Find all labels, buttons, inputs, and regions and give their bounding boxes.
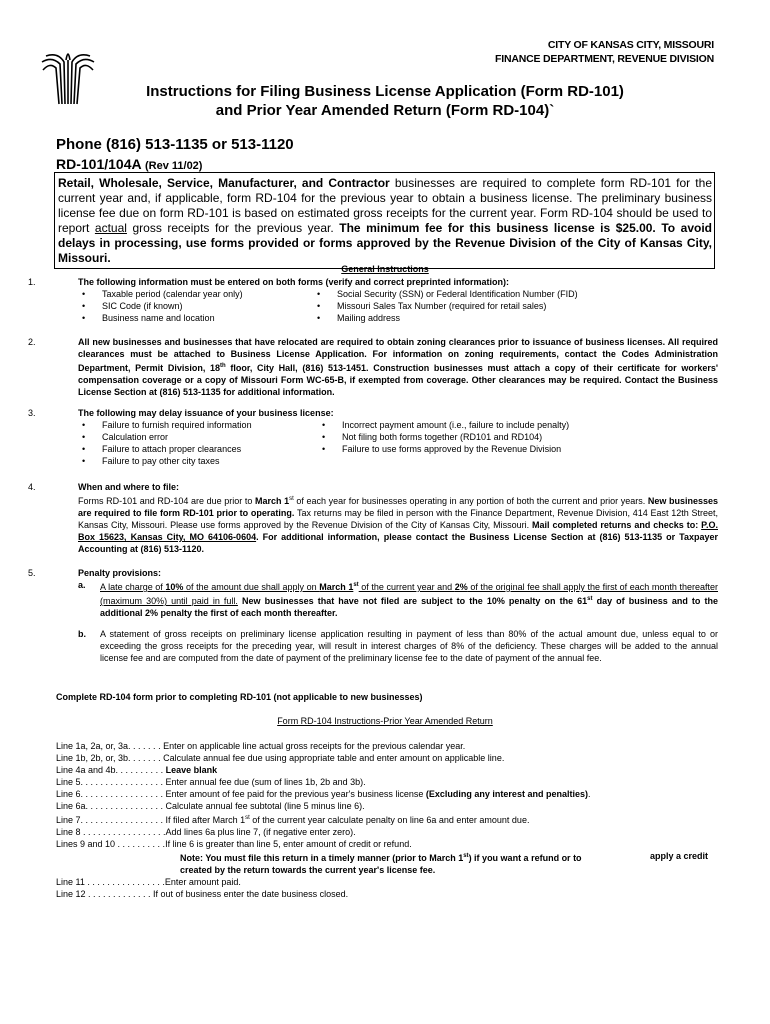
section-2-text-b: floor, City Hall, (816) 513-1451. Construction businesses must attach a copy of their certificate for workers' compensation coverage or a copy of Missouri Form WC-65-B, if exempted from coverage. Other clearances may be required. Contact the Business License Section at (816) 513-1135 for additional information. — [78, 363, 718, 397]
s4-new-business: New businesses are required to file form RD-101 prior to operating. — [78, 496, 719, 518]
s4-contact: . For additional information, please contact the Business License Section at (816) 513-1135 or Taxpayer Accounting at (816) 513-1120. — [78, 532, 718, 554]
line-label: Line 8 . . . . . . . . . . . . . . . . . — [56, 827, 166, 837]
rd104-lines — [56, 740, 726, 900]
s4-text-3: Tax returns may be filed in person with the Finance Department, Revenue Division, 414 East 12th Street, Kansas City, Missouri. Please use forms approved by the Revenue Division of the City of Kansas City, Missouri. — [78, 508, 718, 530]
form-id: RD-101/104A — [56, 156, 142, 172]
section-2-text-a: All new businesses and businesses that have relocated are required to obtain zoning clearances prior to issuance of business licenses. All required clearances must be attached to Business License Application. For information on zoning requirements, contact the Codes Administration Department, Permit Division, 18 — [78, 337, 718, 373]
section-number: 5. — [28, 568, 36, 578]
instruction-line — [56, 764, 726, 776]
instruction-line — [56, 888, 726, 900]
section-2-sup: th — [220, 363, 226, 369]
instruction-line — [56, 838, 726, 850]
s5a-b5: day of business and to the additional 2% penalty the first of each month thereafter. — [100, 596, 718, 618]
s5a-b4: New businesses that have not filed are subject to the 10% penalty on the 61 — [237, 596, 588, 606]
note-text-3: apply a credit — [650, 851, 709, 861]
section-number: 4. — [28, 482, 36, 492]
list-item: • Failure to use forms approved by the Revenue Division — [318, 443, 678, 455]
s5a-u3: of the current year and — [358, 582, 455, 592]
org-line-2: FINANCE DEPARTMENT, REVENUE DIVISION — [495, 53, 714, 65]
line-label: Line 6a. . . . . . . . . . . . . . . . — [56, 801, 166, 811]
note-text-2: ) if you want a refund or to — [468, 853, 582, 863]
line-text: Calculate annual fee subtotal (line 5 minus line 6). — [165, 801, 365, 811]
list-item: • Not filing both forms together (RD101 and RD104) — [318, 431, 678, 443]
section-4-heading: When and where to file: — [78, 482, 180, 492]
section-2 — [28, 336, 718, 398]
line-text: Enter amount of fee paid for the previous year's business license — [165, 789, 426, 799]
line-text: Enter annual fee due (sum of lines 1b, 2b and 3b). — [165, 777, 366, 787]
line-text: Enter amount paid. — [164, 877, 241, 887]
intro-minimum-fee: The minimum fee for this business license is $25.00. To avoid delays in processing, use forms provided or forms approved by the Revenue Division of the City of Kansas City, Missouri. — [58, 221, 712, 265]
line-text: Add lines 6a plus line 7, (if negative enter zero). — [165, 827, 356, 837]
line-text: If line 6 is greater than line 5, enter amount of credit or refund. — [165, 839, 412, 849]
instruction-line — [56, 776, 726, 788]
line-label: Line 11 . . . . . . . . . . . . . . . . — [56, 877, 165, 887]
s5a-sup: st — [353, 582, 359, 588]
note-text-4: created by the return towards the current year's license fee. — [180, 865, 436, 875]
line-sup: st — [245, 815, 250, 821]
intro-box — [54, 172, 715, 269]
section-3 — [28, 407, 718, 467]
section-1-heading: The following information must be entered on both forms (verify and correct preprinted information): — [78, 277, 510, 287]
rd104-heading: Form RD-104 Instructions-Prior Year Amended Return — [277, 716, 493, 726]
section-1 — [28, 276, 718, 324]
s5a-sup2: st — [587, 596, 593, 602]
section-number: 1. — [28, 277, 36, 287]
list-item: • Failure to attach proper clearances — [78, 443, 318, 455]
s5a-u1: A late charge of — [100, 582, 166, 592]
refund-note — [180, 850, 726, 876]
intro-text-2: gross receipts for the previous year. — [126, 221, 340, 235]
list-item: • Business name and location — [78, 312, 313, 324]
s4-march: March 1 — [254, 496, 290, 506]
intro-business-types: Retail, Wholesale, Service, Manufacturer, and Contractor — [58, 176, 390, 190]
s4-mail: Mail completed returns and checks to: — [532, 520, 702, 530]
section-3-heading: The following may delay issuance of your business license: — [78, 408, 334, 418]
document-title — [0, 82, 770, 120]
line-label: Line 7. . . . . . . . . . . . . . . . . — [56, 815, 166, 825]
line-tail: of the current year calculate penalty on line 6a and enter amount due. — [249, 815, 530, 825]
line-text: Enter on applicable line actual gross receipts for the previous calendar year. — [163, 741, 466, 751]
list-item: • Calculation error — [78, 431, 318, 443]
line-text: If out of business enter the date business closed. — [153, 889, 349, 899]
line-text: Calculate annual fee due using appropriate table and enter amount on applicable line. — [163, 753, 505, 763]
instruction-line — [56, 812, 726, 826]
list-item: • Failure to furnish required information — [78, 419, 318, 431]
intro-text-1: businesses are required to complete form RD-101 for the current year and, if applicable, form RD-104 for the previous year to obtain a business license. The preliminary business license fee due on form RD-101 is based on estimated gross receipts for the current year. Form RD-104 should be used to report — [58, 176, 712, 235]
list-item: • Failure to pay other city taxes — [78, 455, 318, 467]
line-tail: . — [587, 789, 591, 799]
organization-header — [495, 38, 714, 66]
form-identifier — [56, 156, 202, 172]
line-label: Line 4a and 4b. . . . . . . . . . — [56, 765, 166, 775]
sub-label-b: b. — [78, 629, 86, 639]
instruction-line — [56, 826, 726, 838]
s5a-u4: of the original fee shall apply the first of each month thereafter (maximum 30%) until paid in full. — [100, 582, 719, 606]
instruction-line — [56, 740, 726, 752]
line-label: Line 5. . . . . . . . . . . . . . . . . — [56, 777, 166, 787]
s5a-b2: March 1 — [319, 582, 354, 592]
intro-actual: actual — [94, 221, 127, 235]
section-number: 2. — [28, 337, 36, 347]
list-item: • Missouri Sales Tax Number (required for retail sales) — [313, 300, 673, 312]
s4-po-box: P.O. Box 15623, Kansas City, MO 64106-0604 — [78, 520, 718, 542]
line-label: Line 12 . . . . . . . . . . . . . — [56, 889, 154, 899]
s5a-b1: 10% — [165, 582, 184, 592]
list-item: • SIC Code (if known) — [78, 300, 313, 312]
section-5 — [28, 567, 718, 664]
instruction-line — [56, 788, 726, 800]
s5b-text: A statement of gross receipts on preliminary license application resulting in payment of less than 80% of the actual amount due, unless equal to or exceeding the gross receipts for the preceding year, will result in interest charges of 8% of the deficiency. These charges will be added to the annual license fee and are computed from the date of payment of the preliminary license fee to the date of payment of the annual fee. — [100, 629, 718, 663]
org-line-1: CITY OF KANSAS CITY, MISSOURI — [547, 39, 714, 51]
note-text-1: Note: You must file this return in a timely manner (prior to March 1 — [180, 853, 464, 863]
line-label: Lines 9 and 10 . . . . . . . . . . — [56, 839, 166, 849]
section-5-heading: Penalty provisions: — [78, 568, 162, 578]
line-bold: (Excluding any interest and penalties) — [425, 789, 588, 799]
instruction-line — [56, 800, 726, 812]
list-item: • Mailing address — [313, 312, 673, 324]
general-instructions-heading: General Instructions — [341, 264, 429, 274]
line-label: Line 1b, 2b, or, 3b. . . . . . . — [56, 753, 164, 763]
list-item: • Taxable period (calendar year only) — [78, 288, 313, 300]
sub-label-a: a. — [78, 580, 86, 590]
note-sup: st — [463, 853, 469, 859]
s4-sup: st — [289, 496, 294, 502]
s4-text-1: Forms RD-101 and RD-104 are due prior to — [78, 496, 255, 506]
section-number: 3. — [28, 408, 36, 418]
title-line-1: Instructions for Filing Business License Application (Form RD-101) — [146, 83, 624, 100]
line-text: If filed after March 1 — [165, 815, 246, 825]
form-revision: (Rev 11/02) — [144, 160, 203, 172]
list-item: • Incorrect payment amount (i.e., failure to include penalty) — [318, 419, 678, 431]
instruction-line — [56, 876, 726, 888]
complete-note: Complete RD-104 form prior to completing RD-101 (not applicable to new businesses) — [56, 692, 423, 702]
s4-text-2: of each year for businesses operating in any portion of both the current and prior years. — [293, 496, 648, 506]
line-label: Line 6. . . . . . . . . . . . . . . . . — [56, 789, 166, 799]
instruction-line — [56, 752, 726, 764]
s5a-u2: of the amount due shall apply on — [183, 582, 320, 592]
s5a-b3: 2% — [454, 582, 468, 592]
phone-number: Phone (816) 513-1135 or 513-1120 — [56, 136, 294, 153]
section-4 — [28, 481, 718, 555]
title-line-2: and Prior Year Amended Return (Form RD-104)` — [215, 102, 555, 119]
line-label: Line 1a, 2a, or, 3a. . . . . . . — [56, 741, 164, 751]
line-text: Leave blank — [165, 765, 218, 775]
list-item: • Social Security (SSN) or Federal Identification Number (FID) — [313, 288, 673, 300]
